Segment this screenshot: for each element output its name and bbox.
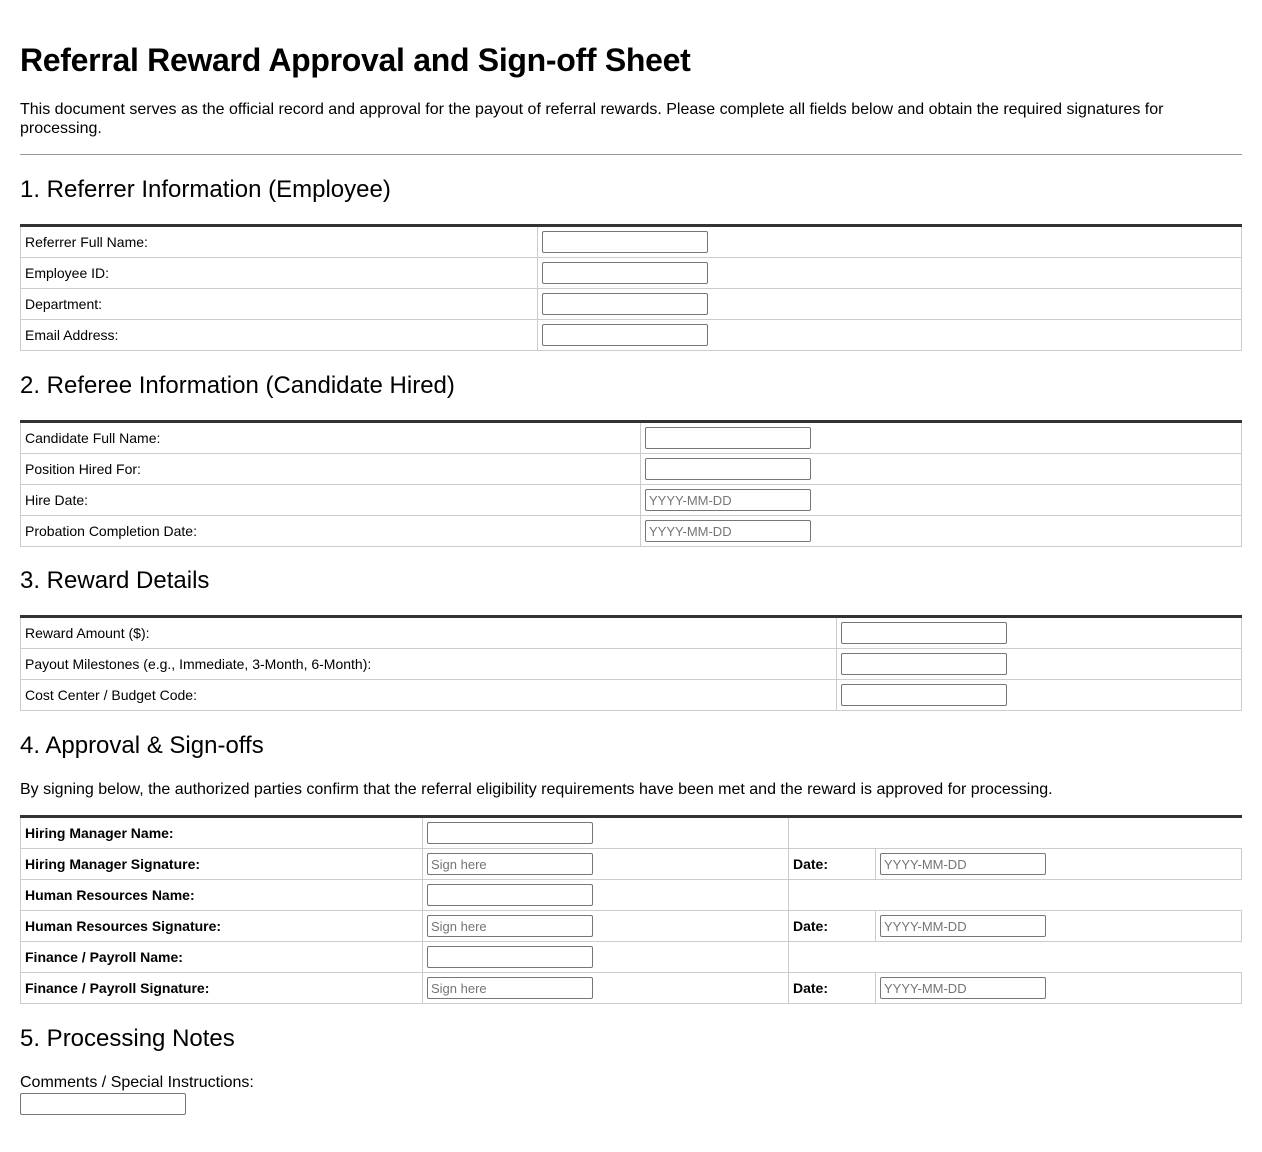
divider [20,154,1242,155]
hiring-manager-signature-field[interactable] [427,853,593,875]
hiring-manager-date-field[interactable] [880,853,1046,875]
page-title: Referral Reward Approval and Sign-off Sheet [20,42,691,78]
reward-amount-field[interactable] [841,622,1007,644]
hr-name-label: Human Resources Name: [21,880,423,911]
table-row [21,320,1242,351]
email-field[interactable] [542,324,708,346]
probation-date-label: Probation Completion Date: [21,516,641,547]
position-field[interactable] [645,458,811,480]
approval-table [20,815,1242,1004]
hiring-manager-name-field[interactable] [427,822,593,844]
employee-id-field[interactable] [542,262,708,284]
table-row [21,649,1242,680]
hire-date-label: Hire Date: [21,485,641,516]
hire-date-field[interactable] [645,489,811,511]
referrer-name-label: Referrer Full Name: [21,226,538,258]
date-label: Date: [789,849,876,880]
table-row [21,617,1242,649]
department-label: Department: [21,289,538,320]
cost-center-field[interactable] [841,684,1007,706]
employee-id-label: Employee ID: [21,258,538,289]
candidate-name-label: Candidate Full Name: [21,422,641,454]
approval-intro-text: By signing below, the authorized parties confirm that the referral eligibility requirements have been met and the reward is approved for processing. [20,781,1053,798]
table-row [21,817,1242,849]
payout-milestones-label: Payout Milestones (e.g., Immediate, 3-Month, 6-Month): [21,649,837,680]
table-row [21,680,1242,711]
reward-details-table [20,615,1242,711]
section-2-heading: 2. Referee Information (Candidate Hired) [20,372,455,399]
hiring-manager-signature-label: Hiring Manager Signature: [21,849,423,880]
table-row [21,942,1242,973]
payout-milestones-field[interactable] [841,653,1007,675]
table-row [21,516,1242,547]
table-row [21,258,1242,289]
email-label: Email Address: [21,320,538,351]
section-5-heading: 5. Processing Notes [20,1025,235,1052]
section-3-heading: 3. Reward Details [20,567,210,594]
probation-date-field[interactable] [645,520,811,542]
finance-signature-field[interactable] [427,977,593,999]
hr-signature-field[interactable] [427,915,593,937]
finance-date-field[interactable] [880,977,1046,999]
finance-name-field[interactable] [427,946,593,968]
candidate-name-field[interactable] [645,427,811,449]
table-row [21,454,1242,485]
hr-date-field[interactable] [880,915,1046,937]
reward-amount-label: Reward Amount ($): [21,617,837,649]
referrer-info-table [20,224,1242,351]
section-4-heading: 4. Approval & Sign-offs [20,732,264,759]
hiring-manager-name-label: Hiring Manager Name: [21,817,423,849]
finance-signature-label: Finance / Payroll Signature: [21,973,423,1004]
date-label: Date: [789,973,876,1004]
table-row [21,973,1242,1004]
cost-center-label: Cost Center / Budget Code: [21,680,837,711]
table-row [21,422,1242,454]
referee-info-table [20,420,1242,547]
table-row [21,911,1242,942]
intro-text: This document serves as the official record and approval for the payout of referral rewards. Please complete all fields below and obtain the required signatures for processing. [20,101,1164,137]
hr-name-field[interactable] [427,884,593,906]
referrer-name-field[interactable] [542,231,708,253]
table-row [21,880,1242,911]
hr-signature-label: Human Resources Signature: [21,911,423,942]
date-label: Date: [789,911,876,942]
table-row [21,849,1242,880]
section-1-heading: 1. Referrer Information (Employee) [20,176,391,203]
table-row [21,226,1242,258]
department-field[interactable] [542,293,708,315]
table-row [21,289,1242,320]
comments-field[interactable] [20,1093,186,1115]
position-label: Position Hired For: [21,454,641,485]
table-row [21,485,1242,516]
finance-name-label: Finance / Payroll Name: [21,942,423,973]
comments-label: Comments / Special Instructions: [20,1074,254,1091]
